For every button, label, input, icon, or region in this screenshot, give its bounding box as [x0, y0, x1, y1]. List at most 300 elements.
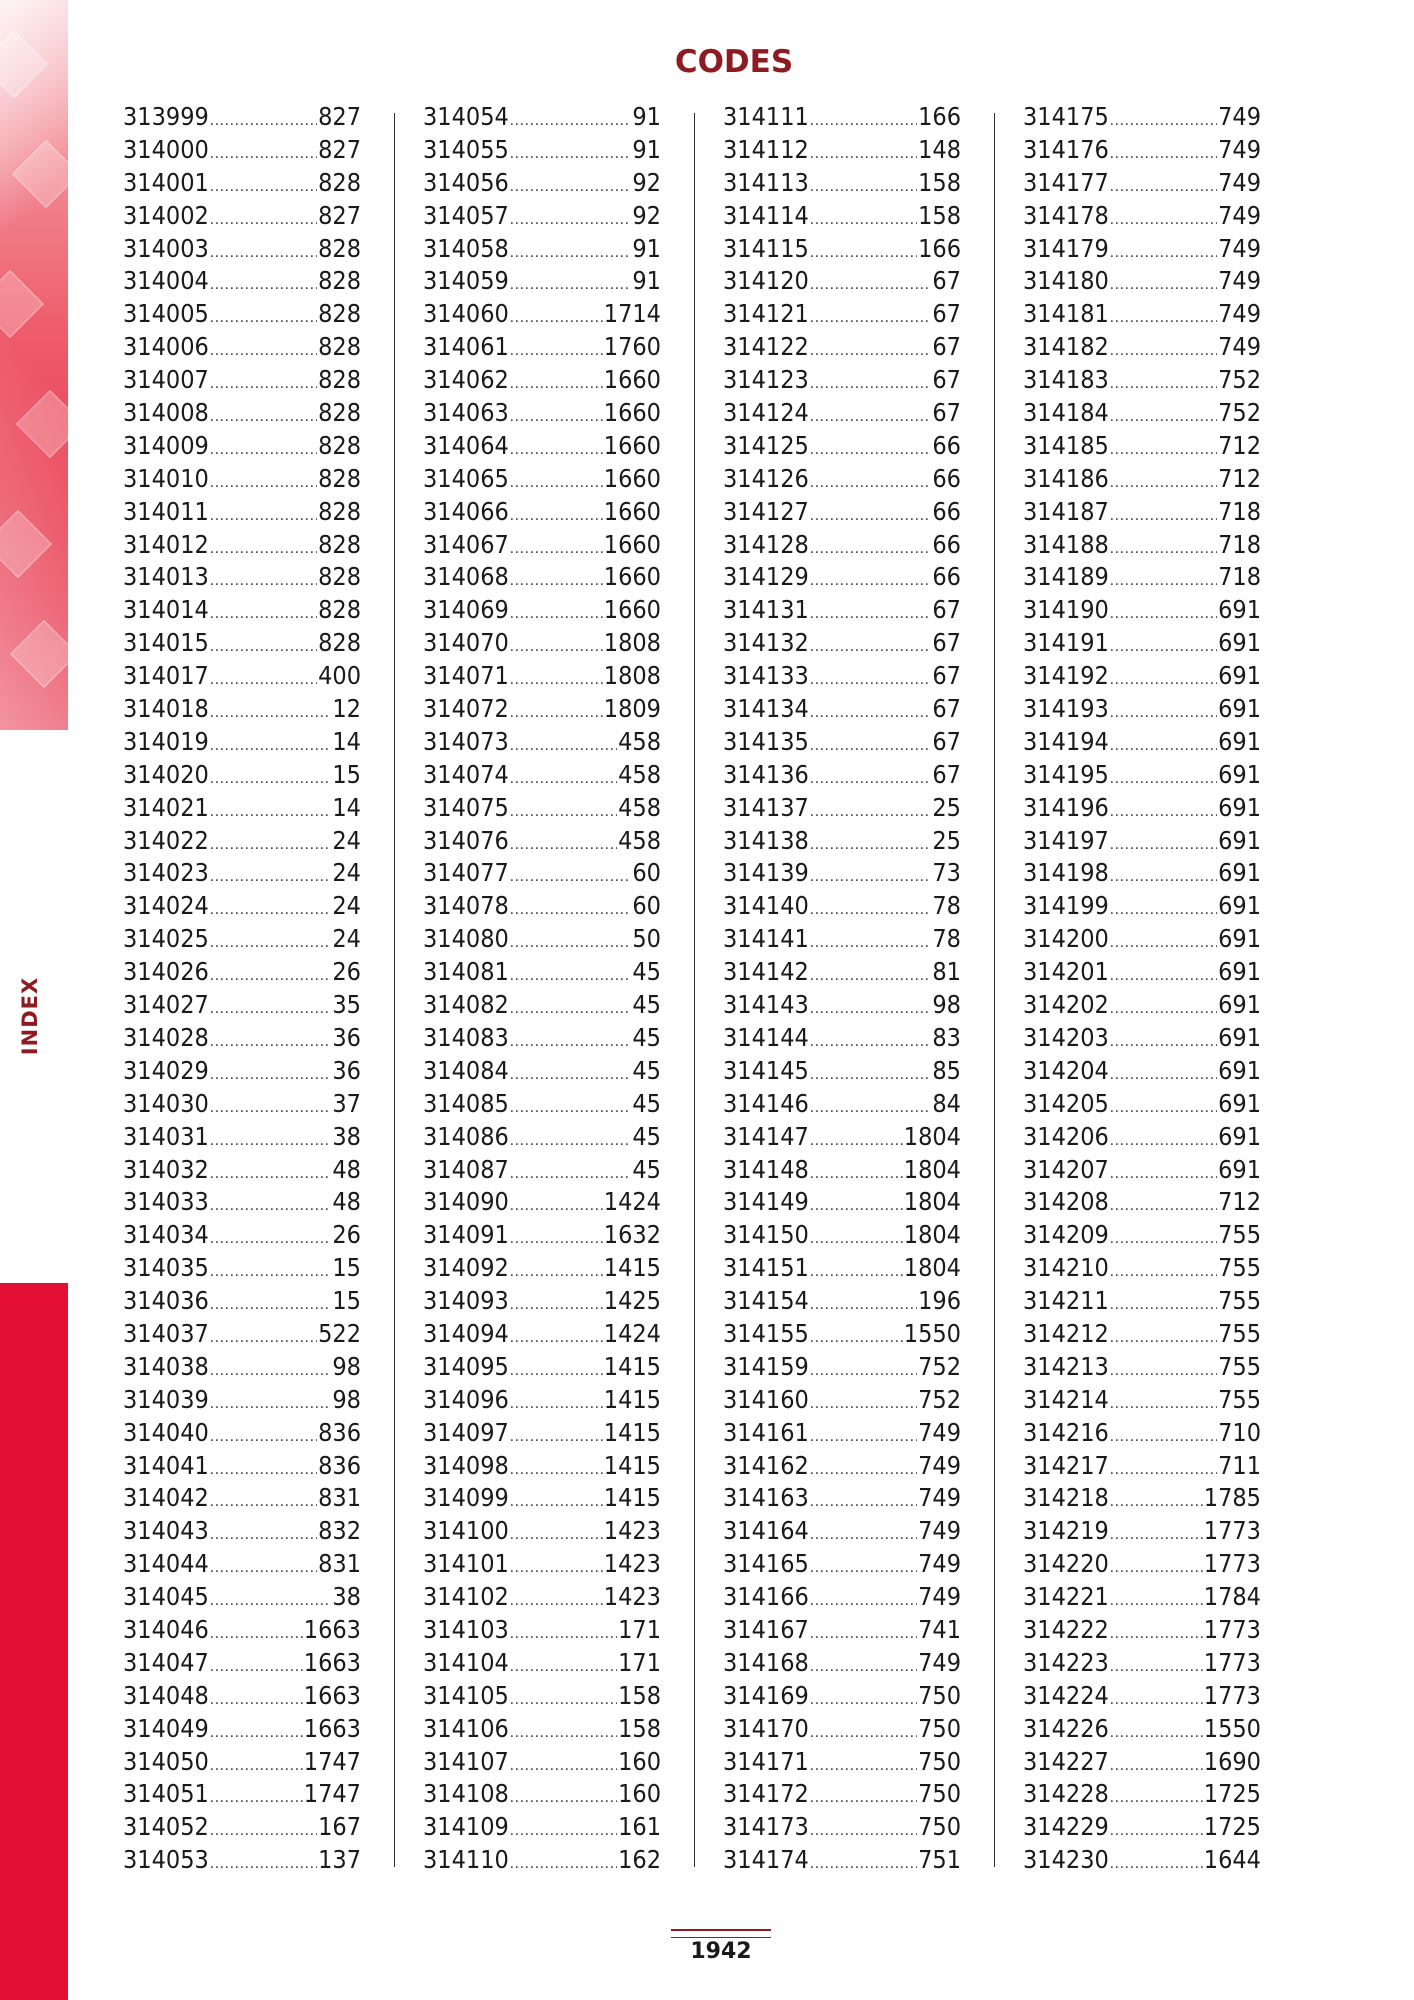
- index-entry: [423, 825, 661, 858]
- product-code: 314162: [723, 1450, 809, 1480]
- index-entry: [423, 134, 661, 167]
- product-code: 314123: [723, 365, 809, 395]
- dot-leader: [210, 1421, 317, 1454]
- page-reference: 162: [618, 1845, 661, 1875]
- dot-leader: [510, 171, 632, 204]
- index-entry: [423, 1121, 661, 1154]
- product-code: 314102: [423, 1582, 509, 1612]
- product-code: 314129: [723, 562, 809, 592]
- dot-leader: [510, 796, 617, 829]
- page-reference: 158: [618, 1713, 661, 1743]
- decorative-diamond: [10, 620, 78, 688]
- page-reference: 691: [1218, 924, 1261, 954]
- dot-leader: [810, 1322, 903, 1355]
- index-entry: [1023, 134, 1261, 167]
- product-code: 314127: [723, 496, 809, 526]
- index-entry: [123, 1713, 361, 1746]
- product-code: 314033: [123, 1187, 209, 1217]
- product-code: 314182: [1023, 332, 1109, 362]
- page-reference: 1660: [603, 496, 661, 526]
- index-entry: [723, 759, 961, 792]
- product-code: 314080: [423, 924, 509, 954]
- page-reference: 196: [918, 1286, 961, 1316]
- page-reference: 98: [332, 1351, 361, 1381]
- dot-leader: [810, 1190, 903, 1223]
- dot-leader: [1110, 105, 1217, 138]
- index-entry: [1023, 167, 1261, 200]
- index-entry: [123, 1647, 361, 1680]
- dot-leader: [210, 467, 317, 500]
- index-entry: [723, 561, 961, 594]
- product-code: 314149: [723, 1187, 809, 1217]
- product-code: 314128: [723, 529, 809, 559]
- page-reference: 48: [332, 1187, 361, 1217]
- index-entry: [123, 660, 361, 693]
- product-code: 314099: [423, 1483, 509, 1513]
- index-entry: [123, 825, 361, 858]
- dot-leader: [510, 1815, 617, 1848]
- footer-rule: [671, 1929, 771, 1938]
- index-entry: [1023, 1351, 1261, 1384]
- index-entry: [1023, 529, 1261, 562]
- page-reference: 92: [632, 167, 661, 197]
- product-code: 314202: [1023, 990, 1109, 1020]
- product-code: 314134: [723, 694, 809, 724]
- product-code: 314217: [1023, 1450, 1109, 1480]
- page-reference: 691: [1218, 1088, 1261, 1118]
- page-reference: 158: [918, 167, 961, 197]
- dot-leader: [1110, 1289, 1217, 1322]
- page-reference: 78: [932, 891, 961, 921]
- page-reference: 1550: [903, 1318, 961, 1348]
- page-reference: 691: [1218, 759, 1261, 789]
- page-reference: 691: [1218, 1022, 1261, 1052]
- product-code: 313999: [123, 102, 209, 131]
- index-entry: [1023, 1252, 1261, 1285]
- page-reference: 749: [918, 1483, 961, 1513]
- index-entry: [723, 496, 961, 529]
- index-entry: [1023, 364, 1261, 397]
- index-column-3: [723, 101, 961, 1873]
- page-reference: 828: [318, 496, 361, 526]
- index-entry: [723, 1515, 961, 1548]
- dot-leader: [510, 105, 632, 138]
- page-reference: 1773: [1203, 1549, 1261, 1579]
- product-code: 314174: [723, 1845, 809, 1875]
- index-entry: [123, 200, 361, 233]
- page-reference: 749: [918, 1549, 961, 1579]
- product-code: 314076: [423, 825, 509, 855]
- index-entry: [723, 1482, 961, 1515]
- product-code: 314023: [123, 858, 209, 888]
- dot-leader: [810, 960, 932, 993]
- page-reference: 1690: [1203, 1746, 1261, 1776]
- page-reference: 691: [1218, 1154, 1261, 1184]
- column-divider: [994, 113, 995, 1867]
- page-reference: 1660: [603, 595, 661, 625]
- product-code: 314218: [1023, 1483, 1109, 1513]
- dot-leader: [510, 1782, 617, 1815]
- product-code: 314212: [1023, 1318, 1109, 1348]
- page-title: CODES: [674, 44, 794, 80]
- page-reference: 712: [1218, 463, 1261, 493]
- dot-leader: [510, 467, 603, 500]
- dot-leader: [810, 302, 932, 335]
- index-entry: [423, 956, 661, 989]
- product-code: 314093: [423, 1286, 509, 1316]
- product-code: 314154: [723, 1286, 809, 1316]
- dot-leader: [1110, 204, 1217, 237]
- page-reference: 45: [632, 990, 661, 1020]
- product-code: 314185: [1023, 430, 1109, 460]
- index-entry: [1023, 1614, 1261, 1647]
- page-reference: 45: [632, 1154, 661, 1184]
- product-code: 314017: [123, 661, 209, 691]
- dot-leader: [210, 598, 317, 631]
- index-entry: [423, 1252, 661, 1285]
- decorative-side-band-top: [0, 0, 68, 730]
- index-entry: [123, 1351, 361, 1384]
- product-code: 314197: [1023, 825, 1109, 855]
- product-code: 314136: [723, 759, 809, 789]
- dot-leader: [1110, 1256, 1217, 1289]
- product-code: 314005: [123, 299, 209, 329]
- page-reference: 522: [318, 1318, 361, 1348]
- page-reference: 137: [318, 1845, 361, 1875]
- dot-leader: [810, 763, 932, 796]
- page-reference: 73: [932, 858, 961, 888]
- product-code: 314057: [423, 200, 509, 230]
- index-entry: [423, 1022, 661, 1055]
- page-reference: 691: [1218, 858, 1261, 888]
- product-code: 314084: [423, 1055, 509, 1085]
- product-code: 314020: [123, 759, 209, 789]
- index-entry: [123, 627, 361, 660]
- product-code: 314092: [423, 1253, 509, 1283]
- index-entry: [123, 265, 361, 298]
- index-entry: [423, 265, 661, 298]
- index-entry: [423, 1713, 661, 1746]
- page-reference: 24: [332, 858, 361, 888]
- index-entry: [723, 857, 961, 890]
- dot-leader: [810, 1223, 903, 1256]
- dot-leader: [510, 204, 632, 237]
- page-reference: 718: [1218, 562, 1261, 592]
- page-reference: 38: [332, 1121, 361, 1151]
- index-entry: [423, 1055, 661, 1088]
- column-divider: [694, 113, 695, 1867]
- page-reference: 1660: [603, 398, 661, 428]
- dot-leader: [1110, 1618, 1203, 1651]
- page-reference: 828: [318, 398, 361, 428]
- dot-leader: [210, 1750, 303, 1783]
- product-code: 314041: [123, 1450, 209, 1480]
- dot-leader: [210, 105, 317, 138]
- dot-leader: [210, 1388, 332, 1421]
- index-entry: [1023, 265, 1261, 298]
- dot-leader: [810, 1651, 917, 1684]
- page-reference: 1423: [603, 1549, 661, 1579]
- page-reference: 67: [932, 726, 961, 756]
- dot-leader: [210, 401, 317, 434]
- dot-leader: [510, 565, 603, 598]
- index-entry: [123, 1515, 361, 1548]
- index-entry: [1023, 857, 1261, 890]
- product-code: 314004: [123, 266, 209, 296]
- index-entry: [723, 1022, 961, 1055]
- product-code: 314167: [723, 1614, 809, 1644]
- page-reference: 749: [1218, 200, 1261, 230]
- product-code: 314165: [723, 1549, 809, 1579]
- page-reference: 750: [918, 1746, 961, 1776]
- dot-leader: [210, 927, 332, 960]
- dot-leader: [810, 1454, 917, 1487]
- page-reference: 45: [632, 957, 661, 987]
- index-entry: [1023, 200, 1261, 233]
- index-entry: [123, 890, 361, 923]
- dot-leader: [1110, 1717, 1203, 1750]
- dot-leader: [210, 861, 332, 894]
- dot-leader: [510, 697, 603, 730]
- index-entry: [123, 956, 361, 989]
- index-entry: [1023, 890, 1261, 923]
- index-entry: [1023, 1581, 1261, 1614]
- page-reference: 1725: [1203, 1779, 1261, 1809]
- index-entry: [423, 1811, 661, 1844]
- dot-leader: [810, 1158, 903, 1191]
- product-code: 314147: [723, 1121, 809, 1151]
- page-reference: 827: [318, 200, 361, 230]
- product-code: 314180: [1023, 266, 1109, 296]
- page-reference: 1747: [303, 1746, 361, 1776]
- index-entry: [123, 1844, 361, 1877]
- page-reference: 828: [318, 595, 361, 625]
- index-entry: [723, 594, 961, 627]
- page-reference: 828: [318, 562, 361, 592]
- index-entry: [723, 1384, 961, 1417]
- product-code: 314000: [123, 134, 209, 164]
- index-entry: [1023, 1746, 1261, 1779]
- index-entry: [123, 1778, 361, 1811]
- dot-leader: [210, 138, 317, 171]
- index-entry: [123, 331, 361, 364]
- index-entry: [423, 1417, 661, 1450]
- page-reference: 1804: [903, 1187, 961, 1217]
- page-reference: 691: [1218, 595, 1261, 625]
- dot-leader: [1110, 631, 1217, 664]
- page-reference: 15: [332, 1253, 361, 1283]
- dot-leader: [1110, 1026, 1217, 1059]
- dot-leader: [1110, 894, 1217, 927]
- product-code: 314098: [423, 1450, 509, 1480]
- index-entry: [1023, 1219, 1261, 1252]
- page-reference: 828: [318, 529, 361, 559]
- page-reference: 691: [1218, 825, 1261, 855]
- page-reference: 1760: [603, 332, 661, 362]
- index-entry: [1023, 397, 1261, 430]
- product-code: 314199: [1023, 891, 1109, 921]
- index-entry: [123, 1384, 361, 1417]
- dot-leader: [810, 1815, 917, 1848]
- product-code: 314111: [723, 102, 809, 131]
- page-reference: 67: [932, 332, 961, 362]
- dot-leader: [210, 434, 317, 467]
- dot-leader: [1110, 1092, 1217, 1125]
- dot-leader: [510, 302, 603, 335]
- dot-leader: [210, 565, 317, 598]
- page-reference: 827: [318, 134, 361, 164]
- product-code: 314194: [1023, 726, 1109, 756]
- page-reference: 749: [1218, 332, 1261, 362]
- dot-leader: [1110, 1782, 1203, 1815]
- index-entry: [123, 1482, 361, 1515]
- index-entry: [123, 233, 361, 266]
- page-reference: 710: [1218, 1417, 1261, 1447]
- dot-leader: [210, 204, 317, 237]
- index-entry: [423, 1647, 661, 1680]
- index-entry: [1023, 923, 1261, 956]
- product-code: 314110: [423, 1845, 509, 1875]
- index-entry: [1023, 660, 1261, 693]
- index-entry: [723, 1778, 961, 1811]
- page-reference: 755: [1218, 1253, 1261, 1283]
- page-reference: 67: [932, 398, 961, 428]
- dot-leader: [210, 796, 332, 829]
- page-reference: 15: [332, 1286, 361, 1316]
- product-code: 314155: [723, 1318, 809, 1348]
- page-reference: 25: [932, 825, 961, 855]
- dot-leader: [810, 171, 917, 204]
- dot-leader: [210, 171, 317, 204]
- index-entry: [723, 1186, 961, 1219]
- product-code: 314230: [1023, 1845, 1109, 1875]
- page-reference: 1660: [603, 562, 661, 592]
- dot-leader: [510, 1454, 603, 1487]
- dot-leader: [510, 763, 617, 796]
- index-entry: [423, 693, 661, 726]
- dot-leader: [510, 1519, 603, 1552]
- product-code: 314075: [423, 792, 509, 822]
- product-code: 314169: [723, 1680, 809, 1710]
- product-code: 314223: [1023, 1647, 1109, 1677]
- page-reference: 84: [932, 1088, 961, 1118]
- product-code: 314219: [1023, 1516, 1109, 1546]
- dot-leader: [210, 1684, 303, 1717]
- index-entry: [1023, 1647, 1261, 1680]
- product-code: 314038: [123, 1351, 209, 1381]
- dot-leader: [510, 993, 632, 1026]
- dot-leader: [1110, 1651, 1203, 1684]
- product-code: 314192: [1023, 661, 1109, 691]
- index-entry: [423, 1384, 661, 1417]
- index-entry: [123, 759, 361, 792]
- page-reference: 83: [932, 1022, 961, 1052]
- dot-leader: [1110, 1585, 1203, 1618]
- index-entry: [1023, 496, 1261, 529]
- page-reference: 749: [918, 1417, 961, 1447]
- dot-leader: [1110, 664, 1217, 697]
- page-reference: 24: [332, 825, 361, 855]
- dot-leader: [510, 1059, 632, 1092]
- dot-leader: [810, 335, 932, 368]
- index-entry: [423, 364, 661, 397]
- product-code: 314048: [123, 1680, 209, 1710]
- index-entry: [123, 134, 361, 167]
- index-entry: [1023, 1121, 1261, 1154]
- product-code: 314065: [423, 463, 509, 493]
- page-reference: 38: [332, 1582, 361, 1612]
- dot-leader: [210, 533, 317, 566]
- dot-leader: [1110, 1322, 1217, 1355]
- index-entry: [123, 1055, 361, 1088]
- dot-leader: [810, 861, 932, 894]
- page-reference: 752: [918, 1384, 961, 1414]
- index-entry: [423, 1318, 661, 1351]
- page-reference: 171: [618, 1647, 661, 1677]
- page-reference: 158: [618, 1680, 661, 1710]
- index-entry: [123, 1581, 361, 1614]
- page-reference: 66: [932, 430, 961, 460]
- product-code: 314034: [123, 1220, 209, 1250]
- page-reference: 755: [1218, 1384, 1261, 1414]
- dot-leader: [810, 1519, 917, 1552]
- index-entry: [723, 529, 961, 562]
- index-entry: [723, 134, 961, 167]
- product-code: 314012: [123, 529, 209, 559]
- product-code: 314045: [123, 1582, 209, 1612]
- product-code: 314135: [723, 726, 809, 756]
- dot-leader: [510, 1322, 603, 1355]
- product-code: 314209: [1023, 1220, 1109, 1250]
- page-reference: 458: [618, 759, 661, 789]
- index-entry: [723, 1154, 961, 1187]
- page-reference: 1663: [303, 1614, 361, 1644]
- dot-leader: [210, 302, 317, 335]
- product-code: 314072: [423, 694, 509, 724]
- product-code: 314013: [123, 562, 209, 592]
- dot-leader: [1110, 993, 1217, 1026]
- page-reference: 1714: [603, 299, 661, 329]
- product-code: 314039: [123, 1384, 209, 1414]
- product-code: 314139: [723, 858, 809, 888]
- dot-leader: [510, 1486, 603, 1519]
- product-code: 314085: [423, 1088, 509, 1118]
- index-entry: [123, 298, 361, 331]
- product-code: 314008: [123, 398, 209, 428]
- index-entry: [123, 792, 361, 825]
- index-entry: [123, 1252, 361, 1285]
- index-entry: [123, 1219, 361, 1252]
- index-entry: [123, 989, 361, 1022]
- page-reference: 98: [332, 1384, 361, 1414]
- page-reference: 1804: [903, 1253, 961, 1283]
- index-entry: [723, 397, 961, 430]
- dot-leader: [510, 138, 632, 171]
- index-entry: [123, 1121, 361, 1154]
- dot-leader: [210, 894, 332, 927]
- dot-leader: [210, 1158, 332, 1191]
- index-entry: [423, 627, 661, 660]
- dot-leader: [510, 1355, 603, 1388]
- page-reference: 755: [1218, 1318, 1261, 1348]
- product-code: 314049: [123, 1713, 209, 1743]
- page-reference: 67: [932, 595, 961, 625]
- page-reference: 752: [918, 1351, 961, 1381]
- dot-leader: [510, 927, 632, 960]
- page-reference: 458: [618, 825, 661, 855]
- page-reference: 828: [318, 628, 361, 658]
- index-entry: [723, 1285, 961, 1318]
